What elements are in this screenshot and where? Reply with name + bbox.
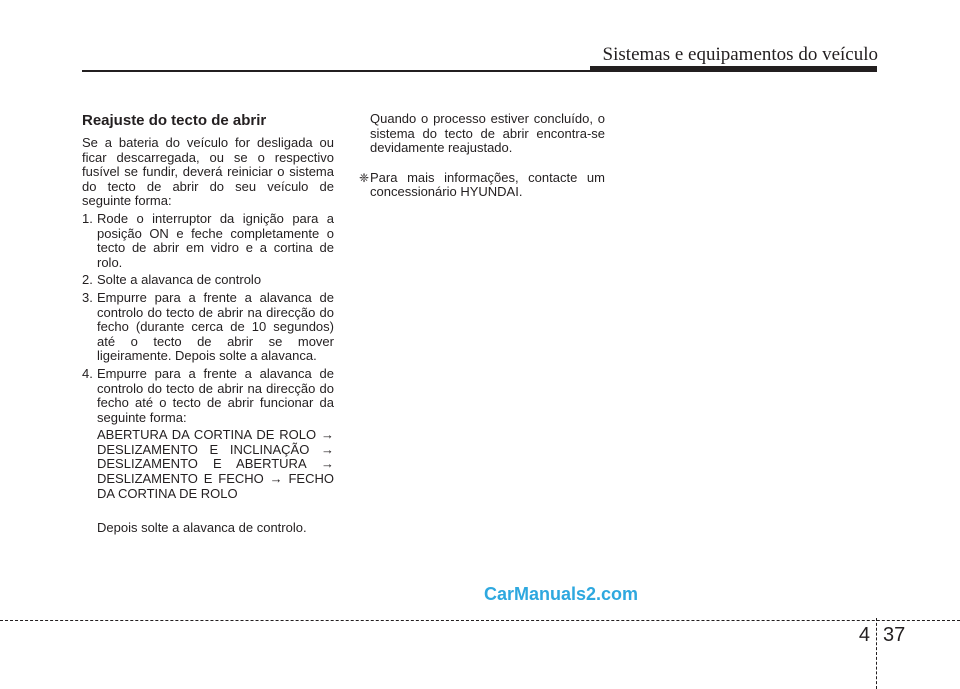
completion-paragraph: Quando o processo estiver concluído, o sistema do tecto de abrir encontra-se devidamente reajustado. (370, 111, 605, 156)
step-text: Empurre para a frente a alavanca de controlo do tecto de abrir na direcção do fecho (durante cerca de 10 segundos) até o tecto de abrir se mover ligeiramente. Depois solte a alavanca. (97, 289, 334, 364)
step-text: Rode o interruptor da ignição para a posição ON e feche completamente o tecto de abrir em vidro e a cortina de rolo. (97, 210, 334, 270)
note-text: Para mais informações, contacte um concessionário HYUNDAI. (370, 169, 605, 200)
step-3 (82, 291, 334, 364)
watermark-link[interactable]: CarManuals2.com (484, 584, 639, 604)
step-4 (82, 367, 334, 425)
step-text: Empurre para a frente a alavanca de controlo do tecto de abrir na direcção do fecho até o tecto de abrir funcionar da seguinte forma: (97, 365, 334, 425)
page-number: 37 (883, 624, 906, 646)
closing-instruction: Depois solte a alavanca de controlo. (97, 520, 307, 536)
right-column (359, 112, 605, 200)
operation-sequence: ABERTURA DA CORTINA DE ROLO → DESLIZAMENTO E INCLINAÇÃO → DESLIZAMENTO E ABERTURA → DESLIZAMENTO E FECHO → FECHO DA CORTINA DE ROLO (97, 427, 334, 501)
step-1 (82, 212, 334, 270)
step-number: 2. (82, 272, 93, 288)
step-number: 4. (82, 365, 93, 381)
section-heading: Reajuste do tecto de abrir (82, 112, 267, 129)
footer-divider (876, 618, 877, 689)
page-header-title: Sistemas e equipamentos do veículo (602, 44, 878, 65)
step-2 (82, 273, 334, 288)
left-column (82, 112, 334, 536)
step-text: Solte a alavanca de controlo (97, 272, 262, 288)
intro-paragraph: Se a bateria do veículo for desligada ou ficar descarregada, ou se o respectivo fusível se fundir, deverá reiniciar o sistema do tecto de abrir do seu veículo de seguinte forma: (82, 135, 334, 209)
chapter-number: 4 (858, 624, 870, 646)
info-note (359, 171, 605, 200)
footer-rule (0, 620, 960, 621)
step-number: 3. (82, 289, 93, 305)
step-number: 1. (82, 210, 93, 226)
header-rule-accent (590, 66, 877, 72)
note-mark-icon: ❈ (359, 170, 370, 185)
